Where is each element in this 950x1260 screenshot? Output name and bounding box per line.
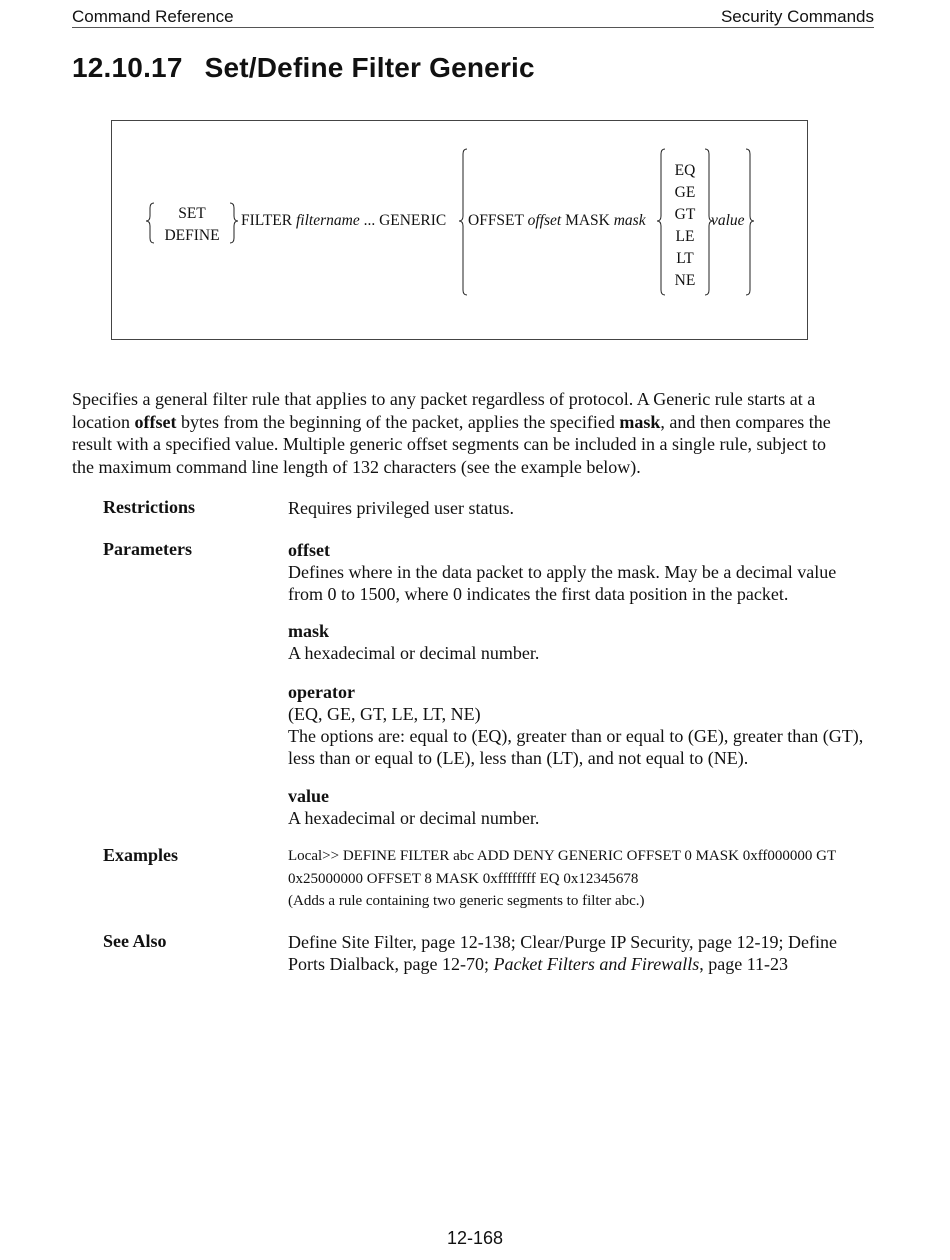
restrictions-label: Restrictions xyxy=(103,497,195,517)
operator-options xyxy=(665,160,705,292)
param-desc: A hexadecimal or decimal number. xyxy=(288,808,540,828)
kw-mask: MASK xyxy=(565,212,610,229)
see-also-body xyxy=(288,931,878,975)
option-define: DEFINE xyxy=(164,227,220,244)
param-operator xyxy=(288,681,878,769)
param-term: value xyxy=(288,786,330,806)
syntax-value xyxy=(711,210,745,232)
brace-offset-left xyxy=(459,149,467,295)
example-line: 0x25000000 OFFSET 8 MASK 0xffffffff EQ 0x12345678 xyxy=(288,870,639,887)
param-desc: The options are: equal to (EQ), greater than or equal to (GE), greater than (GT), xyxy=(288,726,864,746)
op-lt: LT xyxy=(676,250,694,267)
description-line: Specifies a general filter rule that applies to any packet regardless of protocol. A Generic rule starts at a xyxy=(72,389,816,409)
description-line: the maximum command line length of 132 characters (see the example below). xyxy=(72,456,641,477)
description-paragraph xyxy=(72,388,872,478)
see-also-book-title: Packet Filters and Firewalls xyxy=(493,954,700,974)
param-term: offset xyxy=(288,540,330,560)
arg-mask: mask xyxy=(613,212,646,229)
term-mask: mask xyxy=(619,411,661,432)
param-value xyxy=(288,785,878,829)
op-ge: GE xyxy=(674,184,696,201)
example-note: (Adds a rule containing two generic segments to filter abc.) xyxy=(288,893,645,909)
arg-filtername: filtername xyxy=(295,212,360,229)
restrictions-text: Requires privileged user status. xyxy=(288,498,514,518)
description-line: result with a specified value. Multiple generic offset segments can be included in a single rule, subject to xyxy=(72,434,826,454)
op-eq: EQ xyxy=(674,162,696,179)
term-offset: offset xyxy=(134,411,177,432)
kw-offset: OFFSET xyxy=(468,212,524,229)
description-line: location offset bytes from the beginning of the packet, applies the specified mask, and then compares the xyxy=(72,411,831,432)
op-ne: NE xyxy=(674,272,696,289)
brace-op-left xyxy=(657,149,665,295)
examples-label: Examples xyxy=(103,845,179,865)
page-number: 12-168 xyxy=(446,1228,504,1248)
syntax-offset-clause xyxy=(468,210,646,232)
op-le: LE xyxy=(675,228,695,245)
see-also-line: Ports Dialback, page 12-70; Packet Filters and Firewalls, page 11-23 xyxy=(288,954,789,974)
param-desc: less than or equal to (LE), less than (LT), and not equal to (NE). xyxy=(288,748,749,768)
kw-generic: ... GENERIC xyxy=(363,212,447,229)
arg-offset: offset xyxy=(527,212,562,229)
param-desc: from 0 to 1500, where 0 indicates the first data position in the packet. xyxy=(288,584,789,604)
example-line: Local>> DEFINE FILTER abc ADD DENY GENERIC OFFSET 0 MASK 0xff000000 GT xyxy=(288,848,837,864)
examples-body xyxy=(288,845,878,913)
see-also-line: Define Site Filter, page 12-138; Clear/Purge IP Security, page 12-19; Define xyxy=(288,932,837,952)
syntax-diagram xyxy=(111,120,808,340)
param-offset xyxy=(288,539,878,605)
brace-value-right xyxy=(746,149,754,295)
header-right: Security Commands xyxy=(720,7,874,26)
set-define-options xyxy=(158,203,226,247)
op-gt: GT xyxy=(674,206,696,223)
brace-set-right xyxy=(230,203,238,243)
section-name: Set/Define Filter Generic xyxy=(204,52,535,83)
running-header xyxy=(72,7,874,28)
header-left: Command Reference xyxy=(72,7,234,26)
param-term: mask xyxy=(288,621,330,641)
brace-set-left xyxy=(146,203,154,243)
param-mask xyxy=(288,620,878,664)
param-desc: A hexadecimal or decimal number. xyxy=(288,643,540,663)
section-title xyxy=(72,52,535,84)
see-also-label: See Also xyxy=(103,931,167,951)
syntax-filter-clause xyxy=(241,210,446,232)
option-set: SET xyxy=(178,205,206,222)
param-desc: (EQ, GE, GT, LE, LT, NE) xyxy=(288,704,481,724)
param-desc: Defines where in the data packet to apply the mask. May be a decimal value xyxy=(288,562,837,582)
section-number: 12.10.17 xyxy=(72,52,183,83)
kw-filter: FILTER xyxy=(241,212,293,229)
parameters-label: Parameters xyxy=(103,539,192,559)
param-term: operator xyxy=(288,682,355,702)
arg-value: value xyxy=(711,212,745,229)
